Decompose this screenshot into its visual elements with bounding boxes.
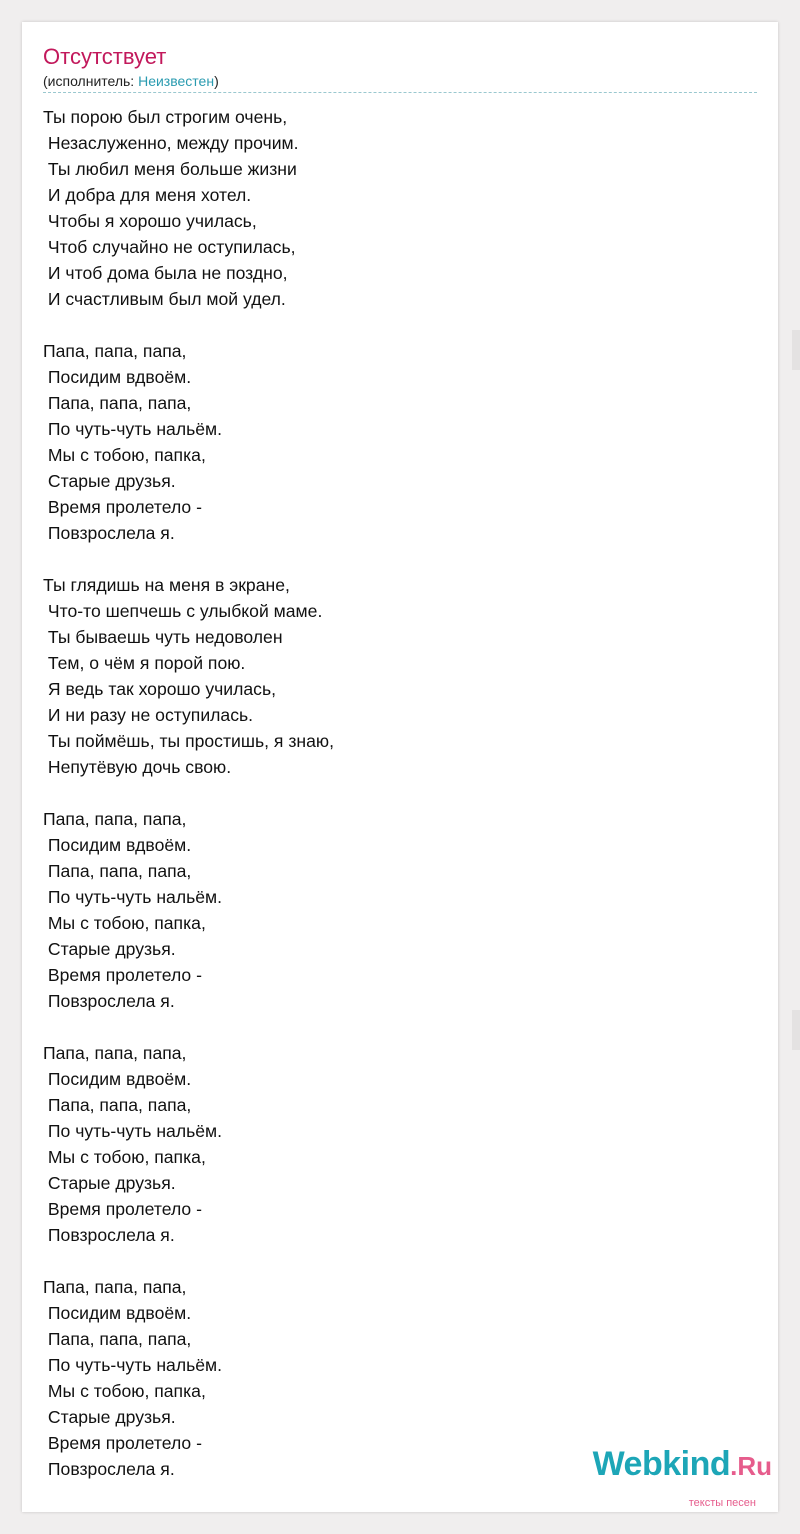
logo-tld-text: .Ru <box>730 1451 772 1481</box>
lyrics-text: Ты порою был строгим очень, Незаслуженно, между прочим. Ты любил меня больше жизни И добра для меня хотел. Чтобы я хорошо училась, Чтоб случайно не оступилась, И чтоб дома была не поздно, И счастливым был мой удел. Папа, папа, папа, Посидим вдвоём. Папа, папа, папа, По чуть-чуть нальём. Мы с тобою, папка, Старые друзья. Время пролетело - Повзрослела я. Ты глядишь на меня в экране, Что-то шепчешь с улыбкой маме. Ты бываешь чуть недоволен Тем, о чём я порой пою. Я ведь так хорошо училась, И ни разу не оступилась. Ты поймёшь, ты простишь, я знаю, Непутёвую дочь свою. Папа, папа, папа, Посидим вдвоём. Папа, папа, папа, По чуть-чуть нальём. Мы с тобою, папка, Старые друзья. Время пролетело - Повзрослела я. Папа, папа, папа, Посидим вдвоём. Папа, папа, папа, По чуть-чуть нальём. Мы с тобою, папка, Старые друзья. Время пролетело - Повзрослела я. Папа, папа, папа, Посидим вдвоём. Папа, папа, папа, По чуть-чуть нальём. Мы с тобою, папка, Старые друзья. Время пролетело - Повзрослела я. <box>43 107 334 1479</box>
lyrics-card <box>22 22 778 1512</box>
page-edge-shadow-lower <box>792 1010 800 1050</box>
page-edge-shadow <box>792 330 800 370</box>
artist-suffix: ) <box>214 73 219 89</box>
artist-line <box>43 72 219 90</box>
song-title: Отсутствует <box>43 44 167 69</box>
title-divider <box>43 92 757 93</box>
artist-prefix: (исполнитель: <box>43 73 139 89</box>
artist-link[interactable]: Неизвестен <box>138 73 215 89</box>
logo-main-text: Webkind <box>592 1445 731 1483</box>
webkind-logo[interactable] <box>593 1445 772 1485</box>
logo-tagline: тексты песен <box>688 1497 756 1509</box>
